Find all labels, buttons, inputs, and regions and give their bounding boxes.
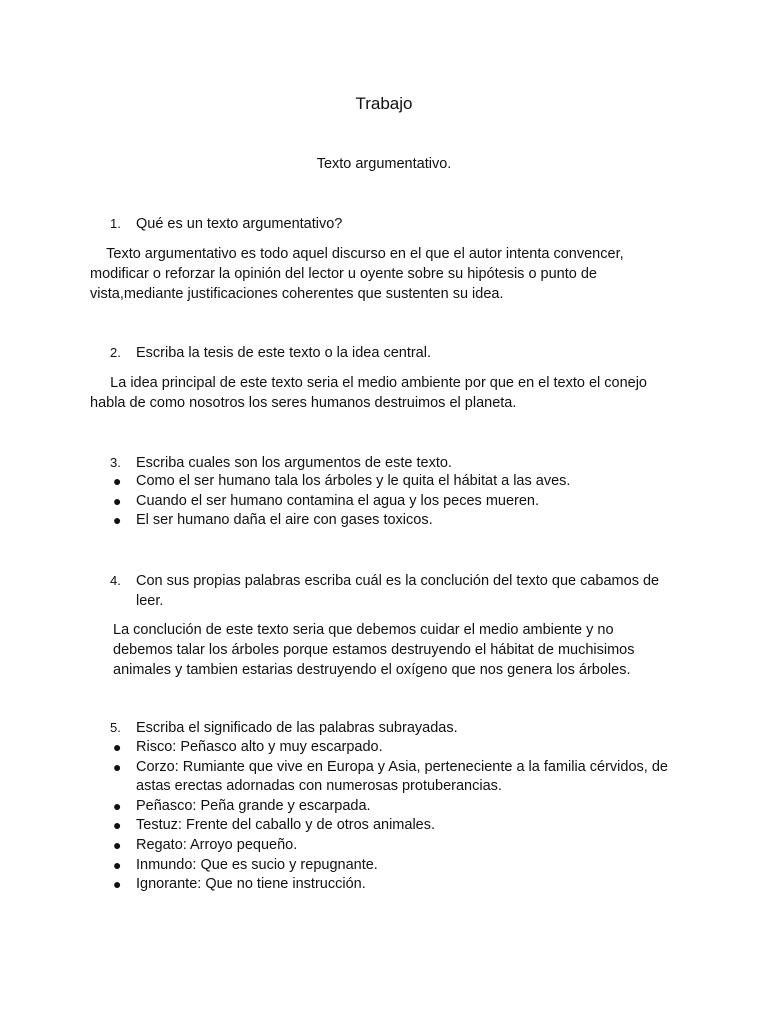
question-5 [110, 718, 680, 738]
question-4-number: 4. [110, 573, 121, 588]
list-item-text: Corzo: Rumiante que vive en Europa y Asia, perteneciente a la familia cérvidos, de astas erectas adornadas con numerosas protuberancias. [136, 758, 668, 795]
bullet-icon: ● [113, 797, 122, 814]
answer-4: La conclución de este texto seria que debemos cuidar el medio ambiente y no debemos talar los árboles porque estamos destruyendo el hábitat de muchisimos animales y tambien estarias destruyendo el oxígeno que nos genera los árboles. [113, 622, 635, 678]
question-2-number: 2. [110, 345, 121, 360]
bullet-icon: ● [113, 758, 122, 775]
question-5-number: 5. [110, 720, 121, 735]
question-1-text: Qué es un texto argumentativo? [136, 216, 343, 232]
question-3 [110, 453, 680, 473]
bullet-icon: ● [113, 836, 122, 853]
question-1-number: 1. [110, 216, 121, 231]
list-item [110, 875, 680, 895]
arguments-list [110, 472, 680, 531]
answer-2: La idea principal de este texto seria el medio ambiente por que en el texto el conejo habla de como nosotros los seres humanos destruimos el planeta. [90, 375, 652, 411]
list-item [110, 492, 680, 512]
bullet-icon: ● [113, 817, 122, 834]
question-3-number: 3. [110, 455, 121, 470]
list-item-text: Risco: Peñasco alto y muy escarpado. [136, 739, 383, 755]
definitions-list [110, 738, 680, 895]
question-3-text: Escriba cuales son los argumentos de este texto. [136, 455, 452, 471]
list-item-text: Regato: Arroyo pequeño. [136, 836, 298, 853]
list-item-text: Ignorante: Que no tiene instrucción. [136, 876, 366, 893]
list-item [110, 738, 680, 758]
list-item [110, 797, 680, 817]
question-2-text: Escriba la tesis de este texto o la idea central. [136, 345, 431, 361]
list-item-text: Testuz: Frente del caballo y de otros animales. [136, 817, 436, 834]
list-item [110, 836, 680, 856]
bullet-icon: ● [113, 492, 122, 509]
list-item-text: Como el ser humano tala los árboles y le quita el hábitat a las aves. [136, 473, 571, 489]
list-item-text: El ser humano daña el aire con gases toxicos. [136, 512, 433, 529]
question-4 [110, 571, 680, 611]
bullet-icon: ● [113, 512, 122, 529]
document-subtitle: Texto argumentativo. [316, 156, 452, 172]
bullet-icon: ● [113, 739, 122, 755]
question-1 [110, 214, 680, 234]
list-item [110, 758, 680, 797]
bullet-icon: ● [113, 876, 122, 893]
list-item-text: Inmundo: Que es sucio y repugnante. [136, 856, 378, 873]
question-5-text: Escriba el significado de las palabras subrayadas. [136, 720, 458, 736]
list-item-text: Peñasco: Peña grande y escarpada. [136, 797, 371, 814]
list-item [110, 856, 680, 876]
answer-1: Texto argumentativo es todo aquel discurso en el que el autor intenta convencer, modificar o reforzar la opinión del lector u oyente sobre su hipótesis o punto de vista,mediante justificaciones coherentes que sustenten su idea. [90, 246, 628, 302]
bullet-icon: ● [113, 856, 122, 873]
list-item-text: Cuando el ser humano contamina el agua y los peces mueren. [136, 492, 540, 509]
list-item [110, 511, 680, 531]
question-4-text: Con sus propias palabras escriba cuál es la conclución del texto que cabamos de leer. [136, 573, 660, 609]
question-2 [110, 343, 680, 363]
bullet-icon: ● [113, 473, 122, 489]
list-item [110, 472, 680, 492]
list-item [110, 816, 680, 836]
document-title: Trabajo [355, 94, 413, 113]
